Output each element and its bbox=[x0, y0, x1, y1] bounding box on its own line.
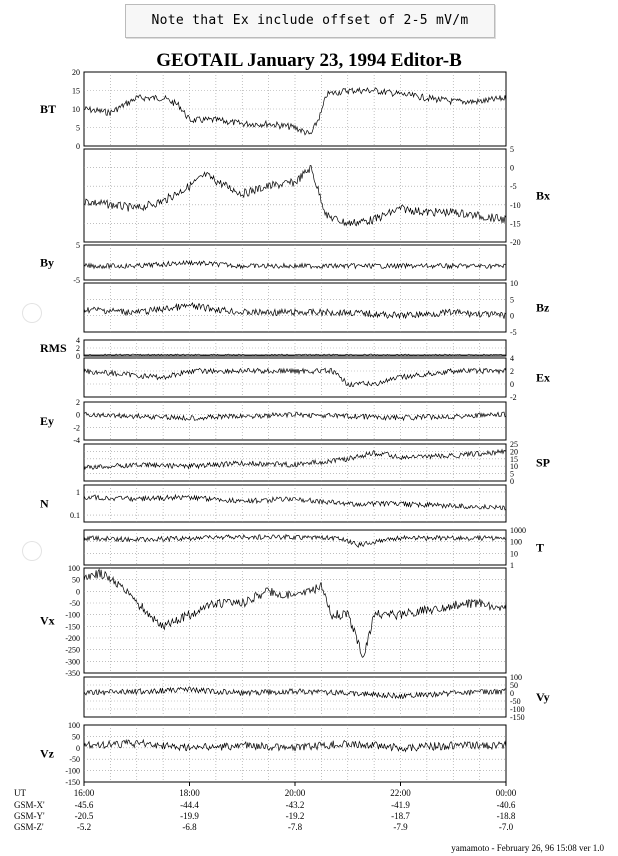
tick-label-ex: 0 bbox=[510, 380, 514, 389]
tick-label-vz: -50 bbox=[69, 755, 80, 765]
tick-label-sp: 25 bbox=[510, 440, 518, 449]
tick-label-sp: 10 bbox=[510, 462, 518, 472]
panel-frame-t bbox=[84, 530, 506, 565]
tick-label-bz: -5 bbox=[510, 328, 517, 337]
panel-label-rms: RMS bbox=[40, 341, 67, 355]
series-line-vz bbox=[84, 740, 506, 752]
tick-label-bt: 20 bbox=[72, 68, 80, 77]
series-line-rms bbox=[84, 354, 506, 355]
x-tick-label: -7.8 bbox=[287, 822, 303, 832]
tick-label-vx: -50 bbox=[69, 599, 80, 608]
x-tick-label: 22:00 bbox=[390, 788, 411, 798]
tick-label-vx: 50 bbox=[72, 575, 80, 585]
panel-label-bx: Bx bbox=[536, 188, 551, 203]
x-tick-label: -19.2 bbox=[285, 811, 305, 821]
tick-label-bt: 5 bbox=[76, 123, 80, 133]
x-tick-label: -18.8 bbox=[496, 811, 516, 821]
tick-label-ex: 2 bbox=[510, 367, 514, 376]
tick-label-vz: 0 bbox=[76, 743, 80, 753]
tick-label-bx: -10 bbox=[510, 200, 521, 210]
tick-label-bt: 10 bbox=[72, 105, 80, 114]
panel-label-sp: SP bbox=[536, 455, 551, 470]
tick-label-bz: 5 bbox=[510, 295, 514, 305]
tick-label-vy: 50 bbox=[510, 681, 518, 690]
x-tick-label: -18.7 bbox=[391, 811, 410, 821]
tick-label-sp: 15 bbox=[510, 454, 518, 464]
panel-label-ex: Ex bbox=[536, 370, 551, 385]
series-line-ey bbox=[84, 412, 506, 420]
footer-credit: yamamoto - February 26, 96 15:08 ver 1.0 bbox=[451, 843, 604, 853]
x-tick-label: -7.9 bbox=[393, 822, 408, 832]
tick-label-vx: -200 bbox=[65, 634, 80, 643]
x-tick-label: -6.8 bbox=[182, 822, 197, 832]
offset-note: Note that Ex include offset of 2-5 mV/m bbox=[125, 4, 495, 38]
tick-label-bt: 15 bbox=[72, 86, 80, 96]
panel-label-vx: Vx bbox=[40, 613, 55, 628]
tick-label-by: 5 bbox=[76, 241, 80, 250]
x-tick-label: -7.0 bbox=[498, 822, 514, 832]
tick-label-vz: -100 bbox=[65, 766, 80, 776]
panel-label-vy: Vy bbox=[536, 690, 550, 704]
tick-label-bx: -5 bbox=[510, 182, 517, 192]
tick-label-bx: -20 bbox=[510, 238, 521, 247]
panel-label-n: N bbox=[40, 496, 49, 511]
tick-label-vy: 100 bbox=[510, 673, 522, 682]
x-tick-label: -43.2 bbox=[285, 800, 305, 810]
tick-label-rms: 0 bbox=[76, 352, 80, 361]
tick-label-bx: 0 bbox=[510, 163, 514, 173]
tick-label-t: 100 bbox=[510, 537, 522, 547]
tick-label-vy: 0 bbox=[510, 689, 514, 698]
x-tick-label: -20.5 bbox=[74, 811, 94, 821]
x-tick-label: -5.2 bbox=[76, 822, 92, 832]
punch-hole bbox=[22, 303, 42, 323]
tick-label-vx: -100 bbox=[65, 610, 80, 620]
tick-label-bz: 10 bbox=[510, 279, 518, 288]
tick-label-rms: 4 bbox=[76, 336, 80, 345]
axis-row-label: UT bbox=[14, 788, 26, 798]
axis-row-label: GSM-Z' bbox=[14, 822, 44, 832]
tick-label-vx: 100 bbox=[68, 564, 80, 573]
x-tick-label: -19.9 bbox=[180, 811, 199, 821]
tick-label-bz: 0 bbox=[510, 311, 514, 321]
tick-label-ex: 4 bbox=[510, 354, 514, 363]
tick-label-by: -5 bbox=[73, 276, 80, 285]
tick-label-ey: 2 bbox=[76, 398, 80, 407]
x-tick-label: -40.6 bbox=[496, 800, 516, 810]
tick-label-vx: -350 bbox=[65, 669, 80, 678]
tick-label-vx: -250 bbox=[65, 645, 80, 655]
tick-label-vy: -50 bbox=[510, 697, 521, 706]
tick-label-vy: -150 bbox=[510, 713, 525, 722]
tick-label-t: 1 bbox=[510, 561, 514, 570]
tick-label-t: 1000 bbox=[510, 526, 526, 535]
panel-label-bz: Bz bbox=[536, 300, 550, 315]
tick-label-vy: -100 bbox=[510, 705, 525, 714]
tick-label-vz: 50 bbox=[72, 732, 80, 742]
punch-hole bbox=[22, 541, 42, 561]
tick-label-n: 0.1 bbox=[70, 511, 80, 521]
x-tick-label: 20:00 bbox=[284, 788, 306, 798]
panel-frame-by bbox=[84, 245, 506, 280]
tick-label-ey: -2 bbox=[73, 423, 80, 433]
x-tick-label: -45.6 bbox=[74, 800, 94, 810]
tick-label-vx: 0 bbox=[76, 587, 80, 597]
tick-label-n: 1 bbox=[76, 487, 80, 497]
panel-label-ey: Ey bbox=[40, 414, 55, 428]
tick-label-sp: 5 bbox=[510, 469, 514, 479]
panel-frame-bx bbox=[84, 149, 506, 242]
x-tick-label: 16:00 bbox=[73, 788, 95, 798]
tick-label-ex: -2 bbox=[510, 393, 517, 402]
tick-label-bx: -15 bbox=[510, 219, 521, 229]
tick-label-vz: 100 bbox=[68, 721, 80, 730]
x-tick-label: -41.9 bbox=[391, 800, 410, 810]
tick-label-bx: 5 bbox=[510, 145, 514, 154]
x-tick-label: 00:00 bbox=[495, 788, 517, 798]
tick-label-t: 10 bbox=[510, 549, 518, 559]
x-tick-label: 18:00 bbox=[179, 788, 200, 798]
tick-label-rms: 2 bbox=[76, 344, 80, 353]
tick-label-sp: 0 bbox=[510, 477, 514, 486]
axis-row-label: GSM-Y' bbox=[14, 811, 45, 821]
tick-label-ey: -4 bbox=[73, 436, 80, 445]
tick-label-vz: -150 bbox=[65, 778, 80, 787]
panel-label-bt: BT bbox=[40, 102, 57, 116]
series-line-bx bbox=[84, 166, 506, 226]
tick-label-sp: 20 bbox=[510, 447, 518, 457]
tick-label-vx: -300 bbox=[65, 657, 80, 667]
tick-label-bt: 0 bbox=[76, 142, 80, 151]
tick-label-vx: -150 bbox=[65, 622, 80, 632]
tick-label-ey: 0 bbox=[76, 410, 80, 420]
panel-label-vz: Vz bbox=[40, 746, 54, 761]
axis-row-label: GSM-X' bbox=[14, 800, 45, 810]
panel-label-by: By bbox=[40, 255, 55, 270]
series-line-by bbox=[84, 261, 506, 269]
chart-title: GEOTAIL January 23, 1994 Editor-B bbox=[156, 50, 462, 71]
x-tick-label: -44.4 bbox=[180, 800, 199, 810]
panel-label-t: T bbox=[536, 540, 545, 555]
